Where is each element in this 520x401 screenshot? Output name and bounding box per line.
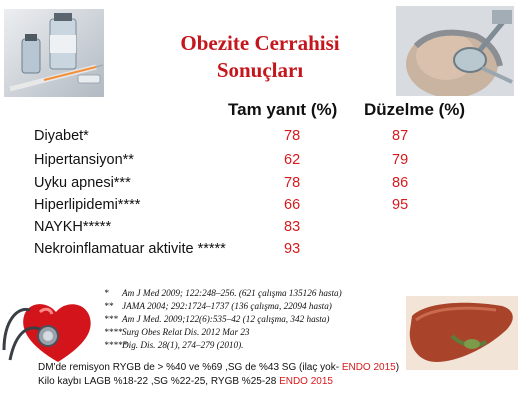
- slide-title: [140, 30, 380, 84]
- duzelme-value: 79: [392, 152, 409, 168]
- reference-mark: *: [104, 288, 109, 298]
- row-label: Hiperlipidemi****: [34, 197, 141, 213]
- table-row: [34, 152, 454, 171]
- reference-text: Am J Med 2009; 122:248–256. (621 çalışma 135126 hasta): [122, 288, 342, 298]
- remission-note-tail: ): [395, 362, 400, 373]
- tam-yanit-value: 62: [284, 152, 301, 168]
- row-label: Uyku apnesi***: [34, 175, 131, 191]
- reference-item: [104, 313, 414, 326]
- weight-loss-note: [38, 376, 333, 387]
- tam-yanit-value: 83: [284, 219, 301, 235]
- table-row: [34, 175, 454, 194]
- table-row: [34, 197, 454, 216]
- row-label: Hipertansiyon**: [34, 152, 134, 168]
- row-label: NAYKH*****: [34, 219, 112, 235]
- reference-mark: *****: [104, 340, 127, 350]
- duzelme-value: 95: [392, 197, 409, 213]
- tam-yanit-value: 78: [284, 128, 301, 144]
- table-row: [34, 241, 454, 260]
- table-row: [34, 219, 454, 238]
- patient-mask-image: [396, 6, 514, 96]
- duzelme-value: 87: [392, 128, 409, 144]
- title-line-2: Sonuçları: [216, 58, 304, 82]
- tam-yanit-value: 93: [284, 241, 301, 257]
- weight-loss-note-source: ENDO 2015: [279, 376, 333, 387]
- remission-note-text: DM'de remisyon RYGB de > %40 ve %69 ,SG de %43 SG (ilaç yok-: [38, 362, 340, 373]
- references: [104, 287, 414, 352]
- reference-mark: **: [104, 301, 114, 311]
- remission-note-source: ENDO 2015: [341, 362, 396, 373]
- reference-item: [104, 300, 414, 313]
- reference-text: JAMA 2004; 292:1724–1737 (136 çalışma, 22094 hasta): [122, 301, 332, 311]
- weight-loss-note-text: Kilo kaybı LAGB %18-22 ,SG %22-25, RYGB %25-28: [38, 376, 277, 387]
- row-label: Diyabet*: [34, 128, 89, 144]
- col-header-duzelme: Düzelme (%): [364, 100, 466, 119]
- reference-item: [104, 339, 414, 352]
- reference-text: Am J Med. 2009;122(6):535–42 (12 çalışma, 342 hasta): [122, 314, 330, 324]
- medication-syringe-image: [4, 9, 104, 97]
- reference-item: [104, 326, 414, 339]
- reference-mark: ***: [104, 314, 118, 324]
- tam-yanit-value: 78: [284, 175, 301, 191]
- reference-item: [104, 287, 414, 300]
- reference-mark: ****: [104, 327, 123, 337]
- remission-note: [38, 362, 399, 373]
- col-header-tam-yanit: Tam yanıt (%): [228, 100, 338, 119]
- title-line-1: Obezite Cerrahisi: [180, 31, 340, 55]
- reference-text: Surg Obes Relat Dis. 2012 Mar 23: [122, 327, 250, 337]
- liver-image: [406, 296, 518, 370]
- row-label: Nekroinflamatuar aktivite *****: [34, 241, 226, 257]
- tam-yanit-value: 66: [284, 197, 301, 213]
- heart-stethoscope-image: [0, 290, 106, 370]
- reference-text: Dig. Dis. 28(1), 274–279 (2010).: [122, 340, 244, 350]
- duzelme-value: 86: [392, 175, 409, 191]
- table-row: [34, 128, 454, 147]
